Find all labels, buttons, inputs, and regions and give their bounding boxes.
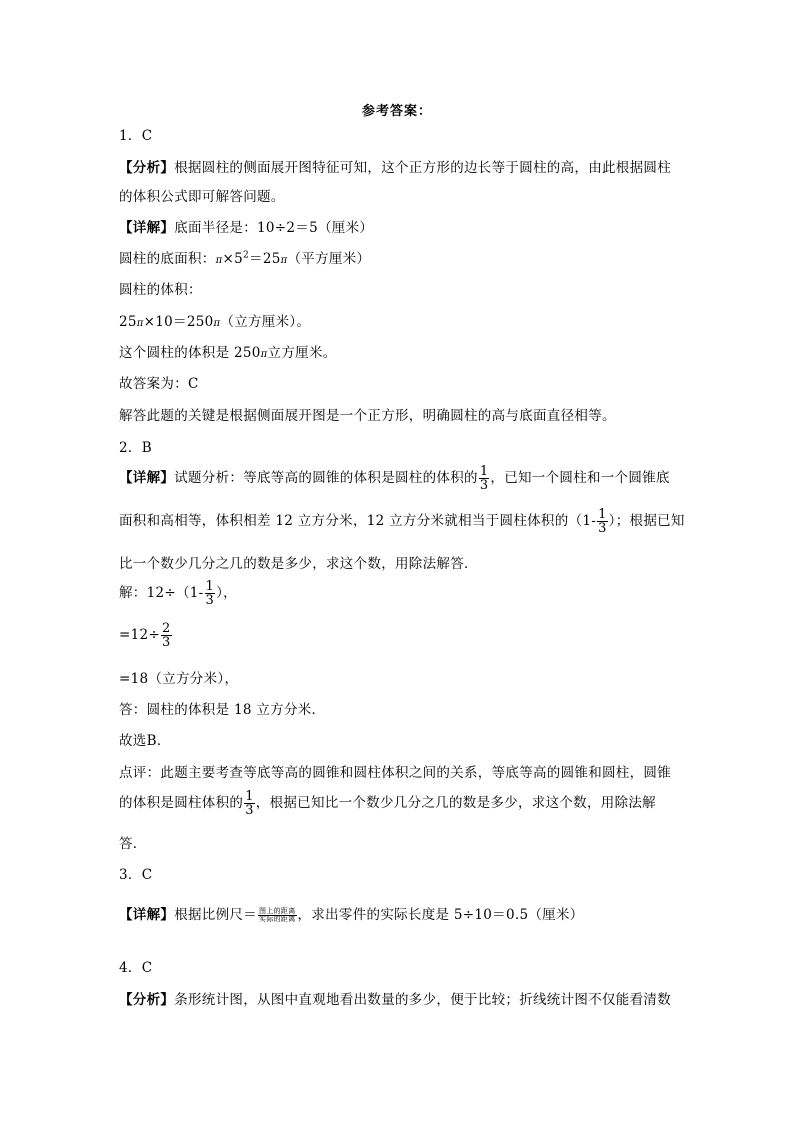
fraction-denominator: 3 xyxy=(598,521,607,536)
fraction-scale-formula xyxy=(258,908,297,923)
q1-area-label: 圆柱的底面积： xyxy=(119,251,216,267)
fraction-one-third xyxy=(597,508,608,535)
q3-detail-line xyxy=(119,903,584,923)
fraction-numerator: 1 xyxy=(598,507,607,522)
q1-volume-label: 圆柱的体积： xyxy=(119,282,202,298)
q1-note: 解答此题的关键是根据侧面展开图是一个正方形，明确圆柱的高与底面直径相等。 xyxy=(119,408,616,424)
q1-area-expr: ×5 xyxy=(222,251,243,267)
fraction-numerator: 1 xyxy=(205,579,215,594)
q1-analysis-line-1 xyxy=(119,156,671,176)
fraction-one-third xyxy=(205,580,216,607)
q2-comment-text-2a: 的体积是圆柱体积的 xyxy=(119,795,244,811)
q1-volume-line xyxy=(119,310,310,330)
q2-solution-line-2 xyxy=(119,622,173,649)
q4-analysis-line-1 xyxy=(119,988,671,1008)
q1-analysis-tag: 【分析】 xyxy=(119,160,175,176)
q1-result-text-a: 这个圆柱的体积是 250 xyxy=(119,345,261,361)
q1-vol-expr-b: ×10＝250 xyxy=(143,314,214,330)
q2-detail-line-1 xyxy=(119,465,670,492)
q1-analysis-text-1: 根据圆柱的侧面展开图特征可知，这个正方形的边长等于圆柱的高，由此根据圆柱 xyxy=(174,160,672,176)
q1-vol-unit: （立方厘米）。 xyxy=(220,314,311,330)
q2-solution-line-3: =18（立方分米）， xyxy=(119,671,239,687)
q1-final: 故答案为：C xyxy=(119,376,199,392)
fraction-numerator: 2 xyxy=(162,621,171,636)
fraction-denominator: 实际的距离 xyxy=(259,915,296,923)
fraction-denominator: 3 xyxy=(205,593,215,608)
q3-answer: 3．C xyxy=(119,867,153,883)
q2-comment-line-1: 点评：此题主要考查等底等高的圆锥和圆柱体积之间的关系，等底等高的圆锥和圆柱，圆锥 xyxy=(119,765,671,781)
q2-solution-line-1 xyxy=(119,580,237,607)
pi-symbol: π xyxy=(215,255,223,266)
q1-area-line xyxy=(119,247,370,267)
q1-answer: 1．C xyxy=(119,128,153,144)
pi-symbol: π xyxy=(136,318,144,329)
q1-area-result: ＝25 xyxy=(249,251,281,267)
q1-result-text-b: 立方厘米。 xyxy=(267,345,337,361)
fraction-numerator: 1 xyxy=(479,464,489,479)
q4-analysis-tag: 【分析】 xyxy=(119,992,175,1008)
q2-detail-text-1b: ，已知一个圆柱和一个圆锥底 xyxy=(490,470,670,486)
q1-vol-expr-a: 25 xyxy=(119,314,137,330)
q2-solution-line-5: 故选B． xyxy=(119,733,171,749)
q2-solution-line-4: 答：圆柱的体积是 18 立方分米． xyxy=(119,702,326,718)
q2-comment-line-3: 答． xyxy=(119,836,147,852)
q1-detail-tag: 【详解】 xyxy=(119,220,175,236)
q2-comment-text-2b: ，根据已知比一个数少几分之几的数是多少，求这个数，用除法解 xyxy=(255,795,656,811)
q2-detail-text-2a: 面积和高相等，体积相差 12 立方分米，12 立方分米就相当于圆柱体积的（1- xyxy=(119,513,597,529)
q1-detail-text-1: 底面半径是：10÷2＝5（厘米） xyxy=(174,220,374,236)
q1-area-unit: （平方厘米） xyxy=(287,251,371,267)
q3-detail-text-a: 根据比例尺＝ xyxy=(174,907,258,923)
q4-analysis-text-1: 条形统计图，从图中直观地看出数量的多少，便于比较；折线统计图不仅能看清数 xyxy=(174,992,672,1008)
q2-detail-text-1a: 试题分析：等底等高的圆锥的体积是圆柱的体积的 xyxy=(174,470,478,486)
pi-symbol: π xyxy=(260,349,268,360)
q3-detail-text-b: ，求出零件的实际长度是 5÷10＝0.5（厘米） xyxy=(297,907,584,923)
q2-comment-line-2 xyxy=(119,790,656,817)
q1-detail-line-1 xyxy=(119,216,373,236)
fraction-denominator: 3 xyxy=(479,478,489,493)
q1-analysis-line-2: 的体积公式即可解答问题。 xyxy=(119,189,285,205)
pi-symbol: π xyxy=(213,318,221,329)
q2-detail-tag: 【详解】 xyxy=(119,470,175,486)
pi-symbol: π xyxy=(280,255,288,266)
q2-solution-text-2a: =12÷ xyxy=(119,627,161,643)
q2-answer: 2．B xyxy=(119,440,152,456)
q4-answer: 4．C xyxy=(119,960,153,976)
q2-detail-line-3: 比一个数少几分之几的数是多少，求这个数，用除法解答． xyxy=(119,556,478,572)
q2-solution-text-1b: ）， xyxy=(216,585,237,601)
fraction-one-third xyxy=(244,790,255,817)
fraction-numerator: 图上的距离 xyxy=(259,907,296,915)
q3-detail-tag: 【详解】 xyxy=(119,907,175,923)
q1-area-exponent: 2 xyxy=(243,250,250,261)
fraction-denominator: 3 xyxy=(245,803,254,818)
fraction-denominator: 3 xyxy=(162,635,171,650)
fraction-numerator: 1 xyxy=(245,789,254,804)
page-title: 参考答案： xyxy=(361,104,432,119)
q1-result-line xyxy=(119,341,337,361)
fraction-two-thirds xyxy=(161,622,172,649)
q2-detail-text-2b: ）；根据已知 xyxy=(608,513,685,529)
q2-detail-line-2 xyxy=(119,508,685,535)
fraction-one-third xyxy=(479,465,490,492)
q2-solution-text-1a: 解：12÷（1- xyxy=(119,585,204,601)
